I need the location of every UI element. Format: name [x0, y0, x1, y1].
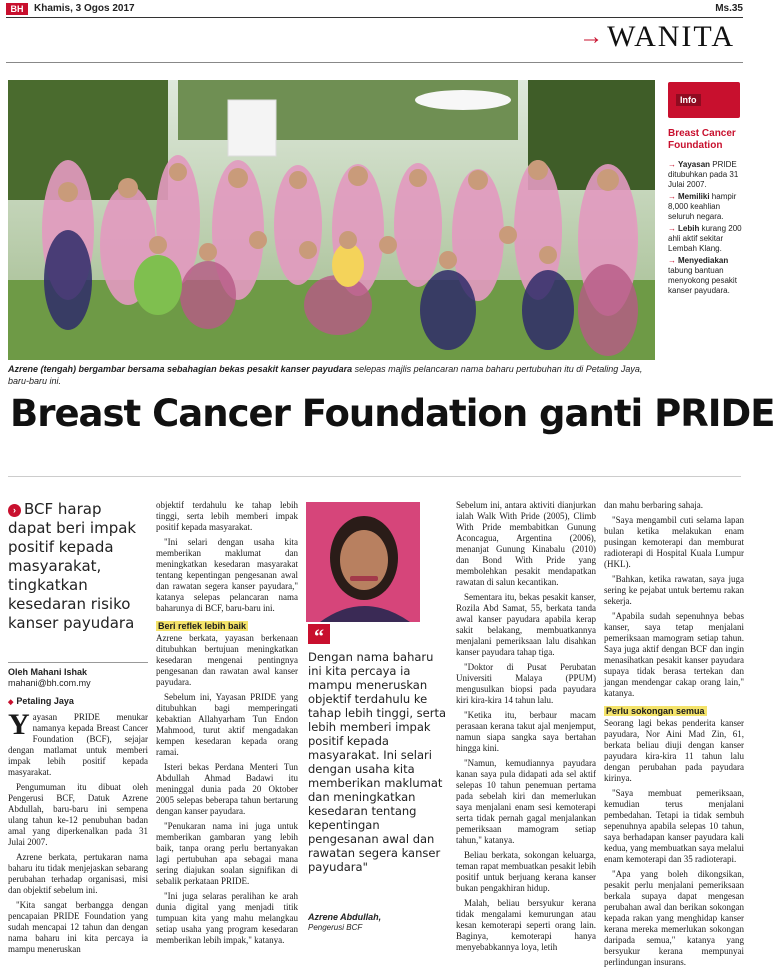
info-item-head: → Lebih: [668, 224, 699, 233]
paragraph: Sebelum ini, Yayasan PRIDE yang ditubuhkan bagi memperingati kebaktian Allahyarham Tun Endon Mahmood, turut aktif mengadakan kempen kesedaran kepada orang ramai.: [156, 692, 298, 757]
paragraph: Malah, beliau bersyukur kerana tidak mengalami kemurungan atau kesan kemoterapi seperti orang lain. Baginya, kemoterapi hanya menyebabkannya loya, letih: [456, 898, 596, 952]
info-item-text: kurang 200 ahli aktif sekitar Lembah Klang.: [668, 224, 742, 253]
info-list: [668, 160, 744, 298]
drop-cap: Y: [8, 708, 30, 741]
quote-icon: “: [308, 624, 330, 644]
paragraph: [8, 708, 148, 778]
pull-quote: Dengan nama baharu ini kita percaya ia mampu meneruskan objektif terdahulu ke tahap lebih tinggi, serta lebih memberi impak positif kepada masyarakat. Ini selari dengan usaha kita memberikan maklumat dan meningkatkan kesedaran tentang kepentingan pengesanan awal dan rawatan segera kanser payudara": [308, 650, 447, 874]
paragraph: "Doktor di Pusat Perubatan Universiti Malaya (PPUM) mengusulkan biopsi pada payudara kiri kira-kira 14 tahun lalu.: [456, 662, 596, 705]
photo-caption: [8, 363, 655, 387]
paragraph: "Saya mengambil cuti selama lapan bulan ketika melakukan enam pusingan kemoterapi dan memburat radioterapi di Hospital Kuala Lumpur (HKL).: [604, 515, 744, 569]
info-item-text: hampir 8,000 keahlian seluruh negara.: [668, 192, 737, 221]
article-column-2: [156, 500, 298, 950]
paragraph: "Ketika itu, berbaur macam perasaan kerana takut ajal menjemput, namun siapa sangka saya bertahan hingga kini.: [456, 710, 596, 753]
paragraph: "Apa yang boleh dikongsikan, pesakit perlu menjalani pemeriksaan berkala supaya dapat mengesan perubahan awal dan berikan sokongan kepada rakan yang menghidap kanser kerana mereka memerlukan sokongan daripada semua," katanya yang bersyukur kerana mempunyai perlindungan insurans.: [604, 869, 744, 967]
paragraph: "Ini juga selaras peralihan ke arah dunia digital yang menjadi titik tumpuan kita yang mahu melangkau setiap usaha yang program kesedaran memberikan lebih impak," katanya.: [156, 891, 298, 945]
section-label: [579, 20, 735, 54]
caption-bold: Azrene (tengah) bergambar bersama sebahagian bekas pesakit kanser payudara: [8, 364, 353, 374]
paragraph: "Bahkan, ketika rawatan, saya juga sering ke pejabat untuk bertemu rakan sekerja.: [604, 574, 744, 606]
paragraph: "Penukaran nama ini juga untuk memberikan gambaran yang lebih baik, tanpa orang perlu bertanyakan lagi pertubuhan apa sebagai mana sering diajukan soalan signifikan di sebalik perkataan PRIDE.: [156, 821, 298, 886]
info-item: [668, 224, 744, 254]
info-item: [668, 256, 744, 296]
arrow-bullet-icon: ›: [8, 504, 21, 517]
paragraph: Seorang lagi bekas penderita kanser payudara, Nor Aini Mad Zin, 61, berkata beliau diuji dengan kanser payudara kira-kira 11 tahun lalu dengan perubahan pada payudara kirinya.: [604, 718, 744, 783]
section-title: WANITA: [607, 20, 735, 53]
paragraph: "Kita sangat berbangga dengan pencapaian PRIDE Foundation yang sudah mencapai 12 tahun dan dengan nama baharu ini kita percaya ia mampu meneruskan: [8, 900, 148, 954]
article-column-1: [8, 708, 148, 959]
dek: [8, 500, 148, 633]
headline-divider: [8, 476, 741, 477]
info-item-head: → Menyediakan: [668, 256, 728, 265]
paragraph: dan mahu berbaring sahaja.: [604, 500, 703, 510]
header-divider: [6, 17, 743, 18]
info-box: [664, 82, 744, 362]
paragraph: "Ini selari dengan usaha kita memberikan maklumat dan meningkatkan kesedaran masyarakat tentang kepentingan pengesanan awal dan rawatan segera kanser payudara," katanya selepas pelancaran nama baharunya di BCF, baru-baru ini.: [156, 537, 298, 613]
paragraph: Azrene berkata, pertukaran nama baharu itu tidak menjejaskan sebarang perubahan terhadap organisasi, misi dan objektif sebelum ini.: [8, 852, 148, 895]
info-item-head: → Memiliki: [668, 192, 710, 201]
byline-email[interactable]: mahani@bh.com.my: [8, 678, 91, 688]
info-item: [668, 192, 744, 222]
info-item: [668, 160, 744, 190]
article-column-4: [604, 500, 744, 972]
paragraph: "Namun, kemudiannya payudara kanan saya pula didapati ada sel aktif selepas 10 tahun penemuan pertama pada sebelah kiri dan memerlukan saya menjalani enam sesi kemoterapi serta tidak pernah gagal menjalankan pemeriksaan mamogram setiap tahun," katanya.: [456, 758, 596, 845]
info-tag: [668, 82, 740, 118]
paragraph: "Saya membuat pemeriksaan, kemudian terus menjalani pembedahan. Tetapi ia tidak sembuh sepenuhnya apabila selepas 10 tahun, saya berhadapan kanser payudara kali kedua, yang membuatkan saya melalui enam kemoterapi dan 35 radioterapi.: [604, 788, 744, 864]
paragraph: Pengumuman itu dibuat oleh Pengerusi BCF, Datuk Azrene Abdullah, baru-baru ini sempena ulang tahun ke-12 penubuhan badan amal yang diperkenalkan pada 31 Julai 2007.: [8, 782, 148, 847]
dek-text: BCF harap dapat beri impak positif kepada masyarakat, tingkatkan kesedaran risiko kanser payudara: [8, 500, 137, 632]
paragraph-text: ayasan PRIDE menukar namanya kepada Breast Cancer Foundation (BCF), sejajar dengan matlamat untuk memberi impak lebih positif kepada masyarakat.: [8, 712, 148, 777]
issue-date: Khamis, 3 Ogos 2017: [34, 3, 135, 14]
paragraph: Sementara itu, bekas pesakit kanser, Rozila Abd Samat, 55, berkata tanda awal kanser payudara apabila kerap sakit belakang, membuatkannya menjalani pemeriksaan lalu disahkan kanser payudara tahap tiga.: [456, 592, 596, 657]
dateline-location: ◆ Petaling Jaya: [8, 696, 148, 706]
caption-rest: selepas majlis pelancaran nama baharu pertubuhan itu di Petaling Jaya, baru-baru ini.: [8, 364, 643, 386]
group-photo: [8, 80, 655, 360]
quote-attribution-role: Pengerusi BCF: [308, 923, 363, 932]
article-column-3: [456, 500, 596, 957]
byline-box: [8, 662, 148, 706]
info-item-text: PRIDE ditubuhkan pada 31 Julai 2007.: [668, 160, 739, 189]
byline-author: Oleh Mahani Ishak: [8, 667, 88, 677]
bh-logo: BH: [6, 3, 28, 15]
info-item-text: tabung bantuan menyokong pesakit kanser payudara.: [668, 266, 737, 295]
paragraph: "Apabila sudah sepenuhnya bebas kanser, saya tetap menjalani pemeriksaan mamogram setiap tahun. Saya juga aktif dengan BCF dan ingin menasihatkan pesakit kanser payudara supaya tidak berasa tertekan dan jangan mendengar cakap orang lain," katanya.: [604, 611, 744, 698]
info-item-head: → Yayasan: [668, 160, 710, 169]
paragraph: objektif terdahulu ke tahap lebih tinggi, serta lebih memberi impak positif kepada masyarakat.: [156, 500, 298, 532]
paragraph: Beliau berkata, sokongan keluarga, teman rapat membuatkan pesakit lebih positif untuk berjuang kerana kanser bukan pengakhiran hidup.: [456, 850, 596, 893]
section-divider: [6, 62, 743, 63]
arrow-right-icon: →: [579, 23, 604, 50]
subheading: Perlu sokongan semua: [606, 706, 705, 716]
subheading: Beri reflek lebih baik: [158, 621, 247, 631]
page-number: Ms.35: [715, 3, 743, 14]
info-tag-label: Info: [676, 94, 701, 106]
info-title: Breast Cancer Foundation: [668, 128, 736, 151]
quote-attribution-name: Azrene Abdullah,: [308, 912, 382, 922]
paragraph: Azrene berkata, yayasan berkenaan ditubuhkan bertujuan meningkatkan kesedaran mengenai pentingnya pengesanan dan rawatan awal kanser payudara.: [156, 633, 298, 687]
paragraph: Isteri bekas Perdana Menteri Tun Abdullah Ahmad Badawi itu meninggal dunia pada 20 Oktober 2005 selepas beberapa tahun bertarung dengan kanser payudara.: [156, 762, 298, 816]
page-header: [0, 0, 749, 18]
headline: Breast Cancer Foundation ganti PRIDE: [10, 392, 774, 435]
portrait-photo: [306, 502, 420, 622]
paragraph: Sebelum ini, antara aktiviti dianjurkan ialah Walk With Pride (2005), Climb With Pride membabitkan Gunung Aconcagua, Argentina (2006), menanjat Gunung Kinabalu (2010) dan Bond With Pride yang membolehkan pesakit mendapatkan rawatan di salun kecantikan.: [456, 500, 596, 587]
